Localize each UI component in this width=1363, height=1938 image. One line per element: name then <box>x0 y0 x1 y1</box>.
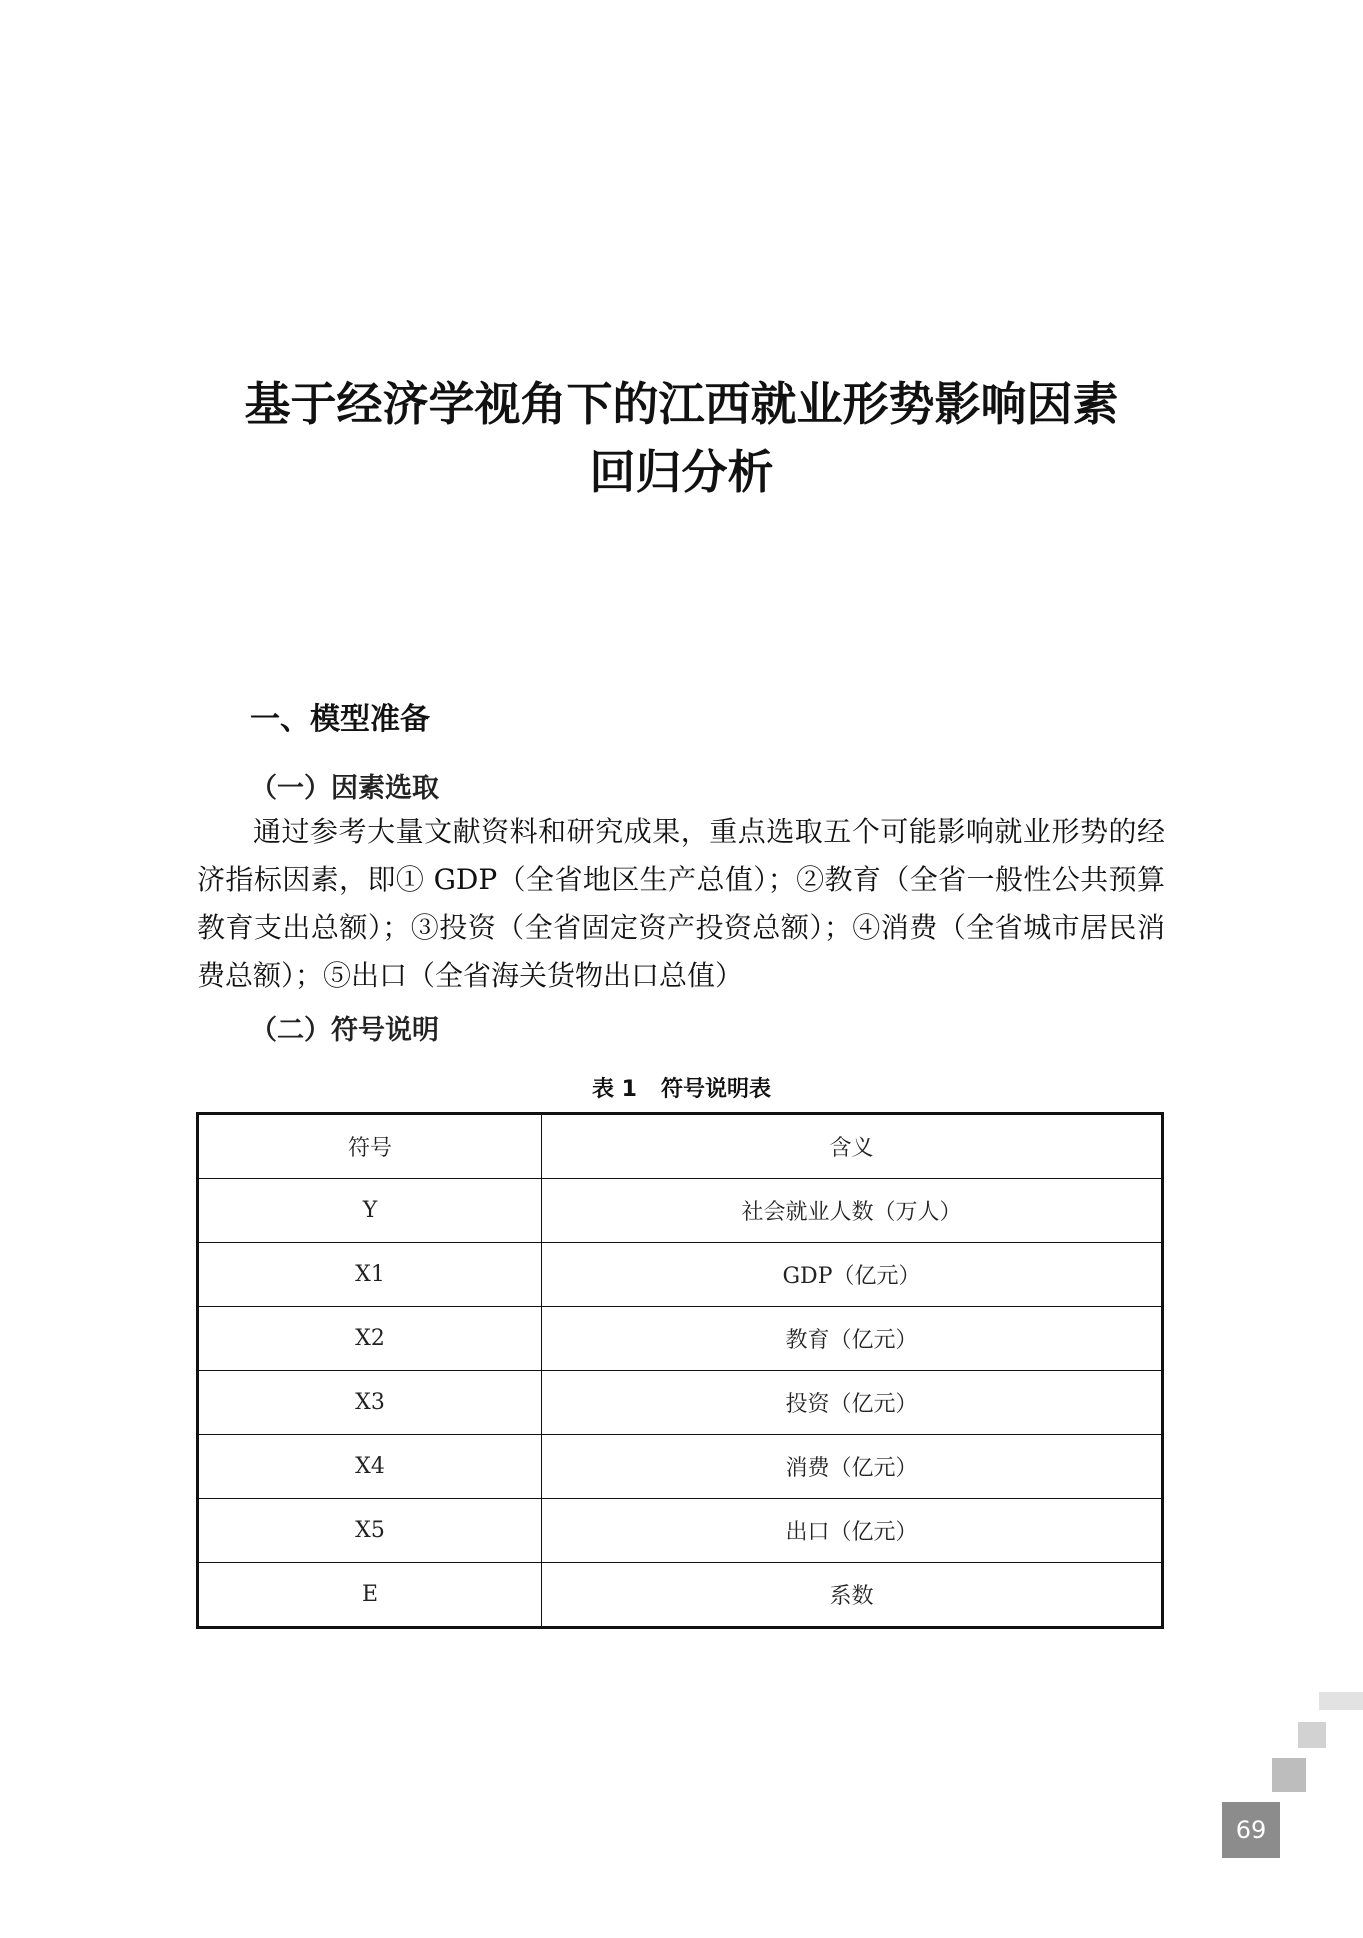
page-title-line-2: 回归分析 <box>589 445 774 499</box>
table-row <box>198 1563 1163 1628</box>
section-heading: 一、模型准备 <box>250 702 430 737</box>
page-title-line-1: 基于经济学视角下的江西就业形势影响因素 <box>244 377 1119 431</box>
table-cell-symbol: X5 <box>198 1499 542 1563</box>
symbol-table <box>196 1112 1164 1629</box>
decorative-square <box>1298 1722 1326 1748</box>
subsection-heading-factor-selection: （一）因素选取 <box>250 773 439 804</box>
table-cell-meaning: GDP（亿元） <box>542 1243 1163 1307</box>
table-cell-symbol: X4 <box>198 1435 542 1499</box>
subsection-heading-symbol-notes: （二）符号说明 <box>250 1015 439 1046</box>
table-cell-meaning: 消费（亿元） <box>542 1435 1163 1499</box>
table-caption-title: 符号说明表 <box>660 1077 771 1102</box>
table-row <box>198 1243 1163 1307</box>
table-row <box>198 1499 1163 1563</box>
table-cell-symbol: E <box>198 1563 542 1628</box>
decorative-square <box>1272 1758 1306 1792</box>
table-cell-symbol: X3 <box>198 1371 542 1435</box>
body-paragraph: 通过参考大量文献资料和研究成果，重点选取五个可能影响就业形势的经济指标因素，即① GDP（全省地区生产总值）；②教育（全省一般性公共预算教育支出总额）；③投资（全省固定资产投资总额）；④消费（全省城市居民消费总额）；⑤出口（全省海关货物出口总值） <box>197 815 1165 992</box>
table-cell-meaning: 系数 <box>542 1563 1163 1628</box>
table-caption <box>0 1072 1363 1103</box>
decorative-square <box>1319 1692 1363 1710</box>
table-row <box>198 1179 1163 1243</box>
table-cell-meaning: 投资（亿元） <box>542 1371 1163 1435</box>
table-cell-meaning: 出口（亿元） <box>542 1499 1163 1563</box>
table-header-meaning: 含义 <box>542 1114 1163 1179</box>
page-number: 69 <box>1222 1802 1280 1858</box>
table-header-row <box>198 1114 1163 1179</box>
table-cell-meaning: 教育（亿元） <box>542 1307 1163 1371</box>
table-row <box>198 1435 1163 1499</box>
table-cell-symbol: X2 <box>198 1307 542 1371</box>
table-cell-symbol: X1 <box>198 1243 542 1307</box>
table-header-symbol: 符号 <box>198 1114 542 1179</box>
table-cell-symbol: Y <box>198 1179 542 1243</box>
table-row <box>198 1371 1163 1435</box>
table-row <box>198 1307 1163 1371</box>
table-caption-number: 表 1 <box>592 1077 637 1102</box>
table-cell-meaning: 社会就业人数（万人） <box>542 1179 1163 1243</box>
